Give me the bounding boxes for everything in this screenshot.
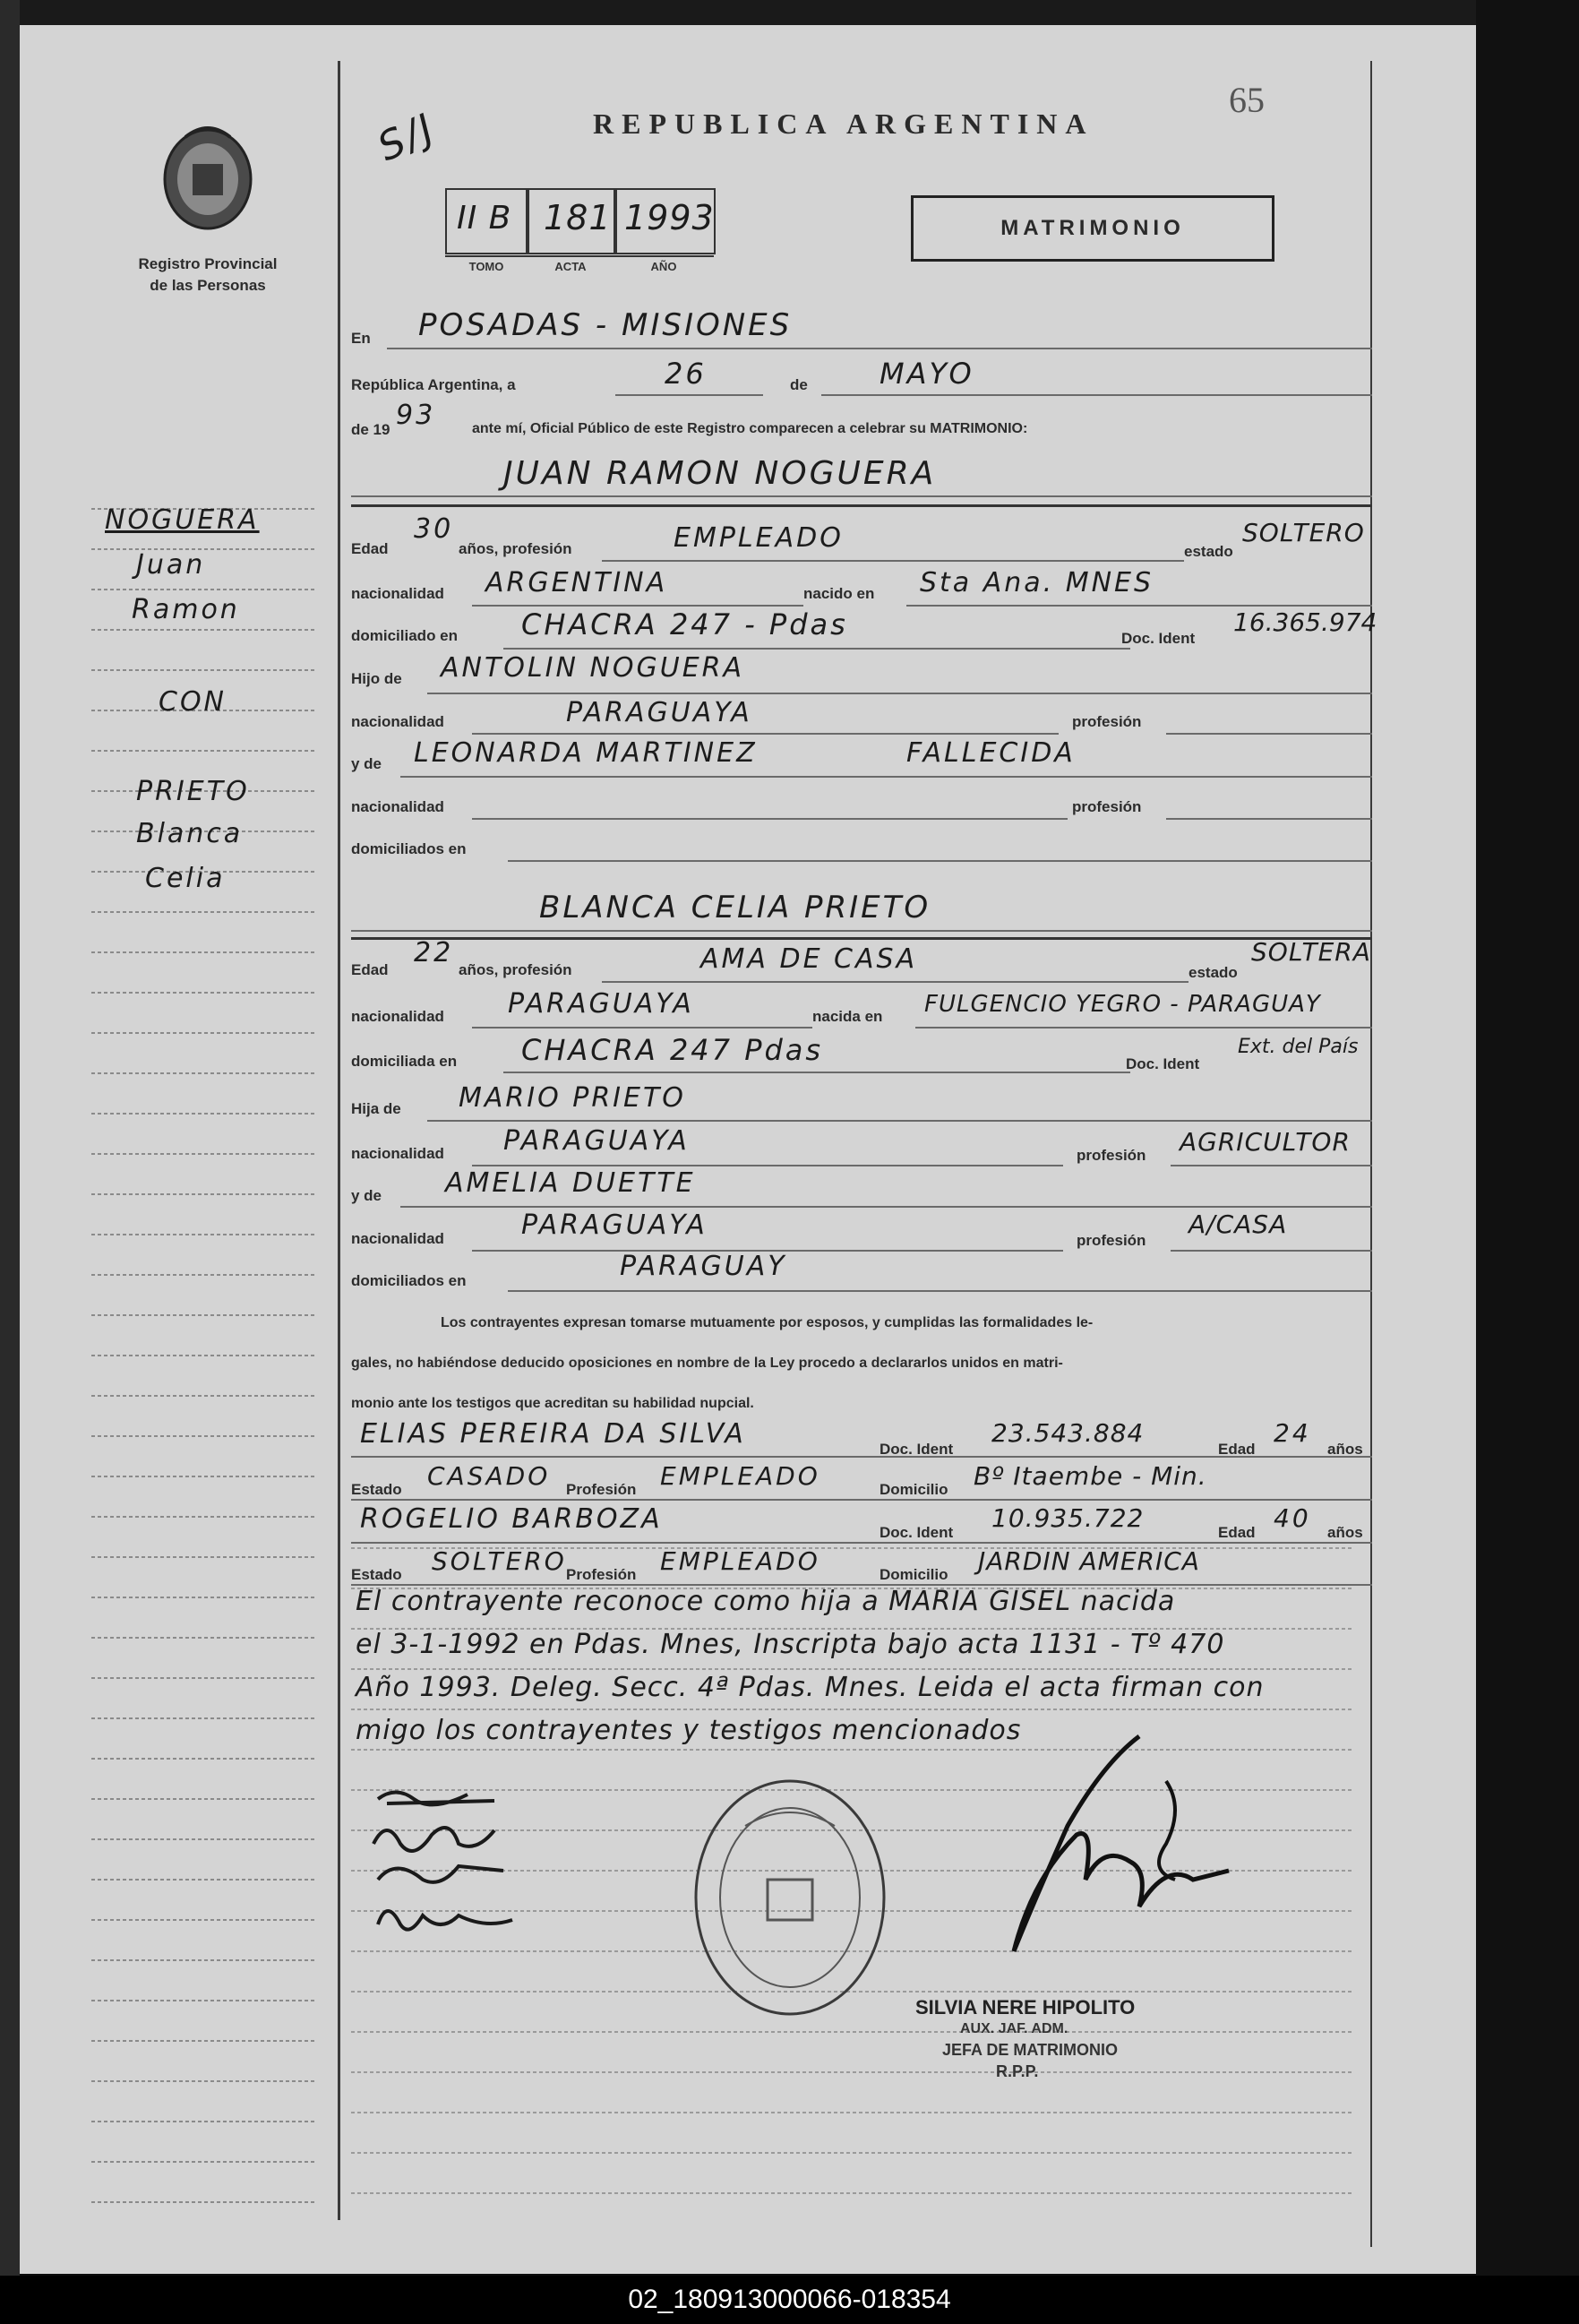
document-page <box>20 25 1476 2274</box>
groom-father-nationality: PARAGUAYA <box>566 697 752 728</box>
bride-mother-line <box>400 1206 1372 1208</box>
groom-estado-label: estado <box>1184 543 1233 560</box>
bride-birthplace: FULGENCIO YEGRO - PARAGUAY <box>924 991 1321 1018</box>
registry-line-2: de las Personas <box>150 277 266 294</box>
bride-father-nat-line <box>472 1165 1063 1166</box>
bride-address: CHACRA 247 Pdas <box>521 1033 824 1067</box>
bride-age: 22 <box>414 937 454 968</box>
groom-mother-prof-label: profesión <box>1072 798 1142 815</box>
margin-con: CON <box>159 686 227 718</box>
tomo-label: TOMO <box>468 260 504 273</box>
intro-year: 93 <box>396 400 436 431</box>
bride-estado-label: estado <box>1189 964 1238 981</box>
page-number: 65 <box>1229 80 1265 120</box>
witness-2-age: 40 <box>1274 1503 1311 1533</box>
witness-1-doc-label: Doc. Ident <box>880 1441 954 1458</box>
margin-bride-second: Celia <box>145 863 226 894</box>
bride-father-line <box>427 1120 1372 1122</box>
groom-yde-label: y de <box>351 755 382 772</box>
country-title: REPUBLICA ARGENTINA <box>593 108 1094 140</box>
groom-profession-line <box>602 560 1184 562</box>
bride-domiciliada-label: domiciliada en <box>351 1053 458 1070</box>
witness-2-line <box>351 1542 1372 1544</box>
groom-mother-line <box>400 776 1372 778</box>
note-line-3: Año 1993. Deleg. Secc. 4ª Pdas. Mnes. Leida el acta firman con <box>356 1672 1265 1703</box>
bride-mother-nac-label: nacionalidad <box>351 1230 444 1247</box>
witness-2-doc: 10.935.722 <box>991 1503 1145 1533</box>
bride-father-prof-line <box>1171 1165 1372 1166</box>
bride-profesion-label: años, profesión <box>459 961 572 978</box>
groom-parents-address-line <box>508 860 1372 862</box>
witness-2-doc-label: Doc. Ident <box>880 1524 954 1541</box>
witness-1-edad-label: Edad <box>1218 1441 1256 1458</box>
act-type-box <box>911 195 1274 262</box>
groom-birthplace: Sta Ana. MNES <box>920 567 1154 598</box>
corner-mark: S/J <box>371 104 443 171</box>
republica-label: República Argentina, a <box>351 376 516 393</box>
bride-father-profession: AGRICULTOR <box>1180 1127 1351 1157</box>
background-right <box>1476 0 1579 2276</box>
groom-address-line <box>503 648 1130 650</box>
groom-mother-note: FALLECIDA <box>906 737 1076 769</box>
declaration-line-3: monio ante los testigos que acreditan su habilidad nupcial. <box>351 1396 754 1411</box>
intro-month: MAYO <box>880 357 974 391</box>
groom-father-line <box>427 693 1372 694</box>
bride-hija-label: Hija de <box>351 1100 401 1117</box>
groom-father-nac-label: nacionalidad <box>351 713 444 730</box>
bride-parents-address: PARAGUAY <box>620 1251 787 1282</box>
year-prefix: de 19 <box>351 421 390 438</box>
contracting-parties-signatures <box>360 1781 593 1951</box>
note-line-1: El contrayente reconoce como hija a MARIA GISEL nacida <box>356 1586 1176 1617</box>
bride-mother-prof-line <box>1171 1250 1372 1252</box>
groom-edad-label: Edad <box>351 540 389 557</box>
groom-nationality-line <box>472 605 803 607</box>
bride-mother-prof-label: profesión <box>1077 1232 1146 1249</box>
bride-section-rule <box>351 937 1372 940</box>
bride-doc: Ext. del País <box>1238 1036 1359 1058</box>
witness-1-estado-label: Estado <box>351 1481 402 1498</box>
groom-address: CHACRA 247 - Pdas <box>521 607 848 641</box>
bride-yde-label: y de <box>351 1187 382 1204</box>
bride-father: MARIO PRIETO <box>459 1082 686 1114</box>
witness-1-profesion-label: Profesión <box>566 1481 637 1498</box>
stamp-line-4: R.P.P. <box>996 2062 1039 2080</box>
bride-nationality-line <box>472 1027 812 1029</box>
groom-hijo-label: Hijo de <box>351 670 402 687</box>
witness-1-details-line <box>351 1499 1372 1501</box>
bride-father-nac-label: nacionalidad <box>351 1145 444 1162</box>
bride-profession: AMA DE CASA <box>700 943 918 975</box>
registry-label <box>118 254 297 297</box>
margin-groom-second: Ramon <box>132 594 240 625</box>
stamp-line-2: AUX. JAF. ADM. <box>960 2021 1068 2036</box>
bride-nacida-label: nacida en <box>812 1008 883 1025</box>
witness-1-age: 24 <box>1274 1418 1311 1448</box>
groom-profession: EMPLEADO <box>674 522 844 554</box>
groom-mother: LEONARDA MARTINEZ <box>414 737 758 769</box>
bride-profession-line <box>602 981 1189 983</box>
bride-nationality: PARAGUAYA <box>508 988 694 1020</box>
witness-2-profession: EMPLEADO <box>660 1546 820 1576</box>
stamp-name: SILVIA NERE HIPOLITO <box>915 1996 1136 2018</box>
groom-mother-prof-line <box>1166 818 1372 820</box>
note-line-2: el 3-1-1992 en Pdas. Mnes, Inscripta bajo acta 1131 - Tº 470 <box>356 1629 1225 1660</box>
groom-profesion-label: años, profesión <box>459 540 572 557</box>
bride-father-nationality: PARAGUAYA <box>503 1125 690 1157</box>
groom-section-rule <box>351 504 1372 507</box>
official-seal-icon <box>682 1772 897 2023</box>
groom-doc: 16.365.974 <box>1233 607 1377 637</box>
margin-groom-first: Juan <box>136 549 206 581</box>
month-line <box>821 394 1372 396</box>
groom-mother-nac-label: nacionalidad <box>351 798 444 815</box>
witness-1-profession: EMPLEADO <box>660 1461 820 1491</box>
witness-2-profesion-label: Profesión <box>566 1566 637 1583</box>
witness-1-address: Bº Itaembe - Min. <box>974 1461 1207 1491</box>
witness-1-name: ELIAS PEREIRA DA SILVA <box>360 1418 746 1450</box>
stamp-line-3: JEFA DE MATRIMONIO <box>942 2041 1119 2059</box>
image-code-footer: 02_180913000066-018354 <box>0 2276 1579 2324</box>
groom-mother-nat-line <box>472 818 1068 820</box>
bride-civil-status: SOLTERA <box>1251 937 1371 967</box>
bride-domiciliados-label: domiciliados en <box>351 1272 467 1289</box>
day-line <box>615 394 763 396</box>
groom-age: 30 <box>414 513 454 545</box>
bride-birthplace-line <box>915 1027 1372 1029</box>
declaration-line-2: gales, no habiéndose deducido oposiciones en nombre de la Ley procedo a declararlos unidos en matri- <box>351 1356 1063 1371</box>
groom-father-prof-line <box>1166 733 1372 735</box>
registry-line-1: Registro Provincial <box>138 255 278 272</box>
witness-1-doc: 23.543.884 <box>991 1418 1145 1448</box>
margin-groom-surname: NOGUERA <box>105 504 260 536</box>
bride-nacionalidad-label: nacionalidad <box>351 1008 444 1025</box>
witness-2-address: JARDIN AMERICA <box>978 1546 1200 1576</box>
groom-domiciliados-label: domiciliados en <box>351 840 467 857</box>
witness-2-anos-label: años <box>1327 1524 1363 1541</box>
bride-name-line <box>351 930 1372 932</box>
acta-value: 181 <box>544 198 612 237</box>
officer-signature <box>960 1727 1247 1996</box>
groom-father-nat-line <box>472 733 1059 735</box>
groom-nacido-label: nacido en <box>803 585 875 602</box>
bride-father-prof-label: profesión <box>1077 1147 1146 1164</box>
margin-bride-surname: PRIETO <box>136 776 250 807</box>
intro-text: ante mí, Oficial Público de este Registro comparecen a celebrar su MATRIMONIO: <box>472 421 1028 436</box>
bride-edad-label: Edad <box>351 961 389 978</box>
witness-1-domicilio-label: Domicilio <box>880 1481 948 1498</box>
bride-mother-nationality: PARAGUAYA <box>521 1209 708 1241</box>
witness-1-anos-label: años <box>1327 1441 1363 1458</box>
bride-mother: AMELIA DUETTE <box>445 1167 696 1199</box>
acta-label: ACTA <box>554 260 587 273</box>
bride-parents-address-line <box>508 1290 1372 1292</box>
background-left <box>0 0 20 2276</box>
note-line-4: migo los contrayentes y testigos mencionados <box>356 1715 1022 1746</box>
witness-2-domicilio-label: Domicilio <box>880 1566 948 1583</box>
intro-place: POSADAS - MISIONES <box>418 307 793 343</box>
bride-mother-profession: A/CASA <box>1189 1209 1288 1239</box>
groom-father-prof-label: profesión <box>1072 713 1142 730</box>
de-label: de <box>790 376 808 393</box>
groom-domiciliado-label: domiciliado en <box>351 627 459 644</box>
groom-father: ANTOLIN NOGUERA <box>441 652 745 684</box>
bride-name: BLANCA CELIA PRIETO <box>539 890 931 925</box>
ano-value: 1993 <box>624 198 715 237</box>
margin-bride-first: Blanca <box>136 818 244 849</box>
ano-label: AÑO <box>650 260 677 273</box>
en-label: En <box>351 330 371 347</box>
groom-birthplace-line <box>906 605 1372 607</box>
coat-of-arms-icon <box>159 124 257 231</box>
witness-2-status: SOLTERO <box>432 1546 567 1576</box>
witness-2-edad-label: Edad <box>1218 1524 1256 1541</box>
groom-name-line <box>351 495 1372 497</box>
groom-doc-label: Doc. Ident <box>1121 630 1196 647</box>
groom-civil-status: SOLTERO <box>1242 518 1365 547</box>
witness-1-status: CASADO <box>427 1461 551 1491</box>
groom-name: JUAN RAMON NOGUERA <box>503 455 937 492</box>
right-rule <box>1370 61 1372 2247</box>
declaration-line-1: Los contrayentes expresan tomarse mutuamente por esposos, y cumplidas las formalidades le- <box>441 1315 1094 1330</box>
witness-2-name: ROGELIO BARBOZA <box>360 1503 663 1535</box>
place-line <box>387 348 1372 349</box>
box-divider <box>445 255 714 257</box>
bride-doc-label: Doc. Ident <box>1126 1055 1200 1072</box>
intro-day: 26 <box>665 357 707 391</box>
groom-nacionalidad-label: nacionalidad <box>351 585 444 602</box>
groom-nationality: ARGENTINA <box>485 567 668 598</box>
bride-address-line <box>503 1072 1130 1073</box>
margin-dotted-lines <box>91 509 324 2256</box>
tomo-value: II B <box>457 200 512 237</box>
act-type-label: MATRIMONIO <box>1000 216 1185 240</box>
margin-rule <box>338 61 340 2220</box>
witness-2-estado-label: Estado <box>351 1566 402 1583</box>
